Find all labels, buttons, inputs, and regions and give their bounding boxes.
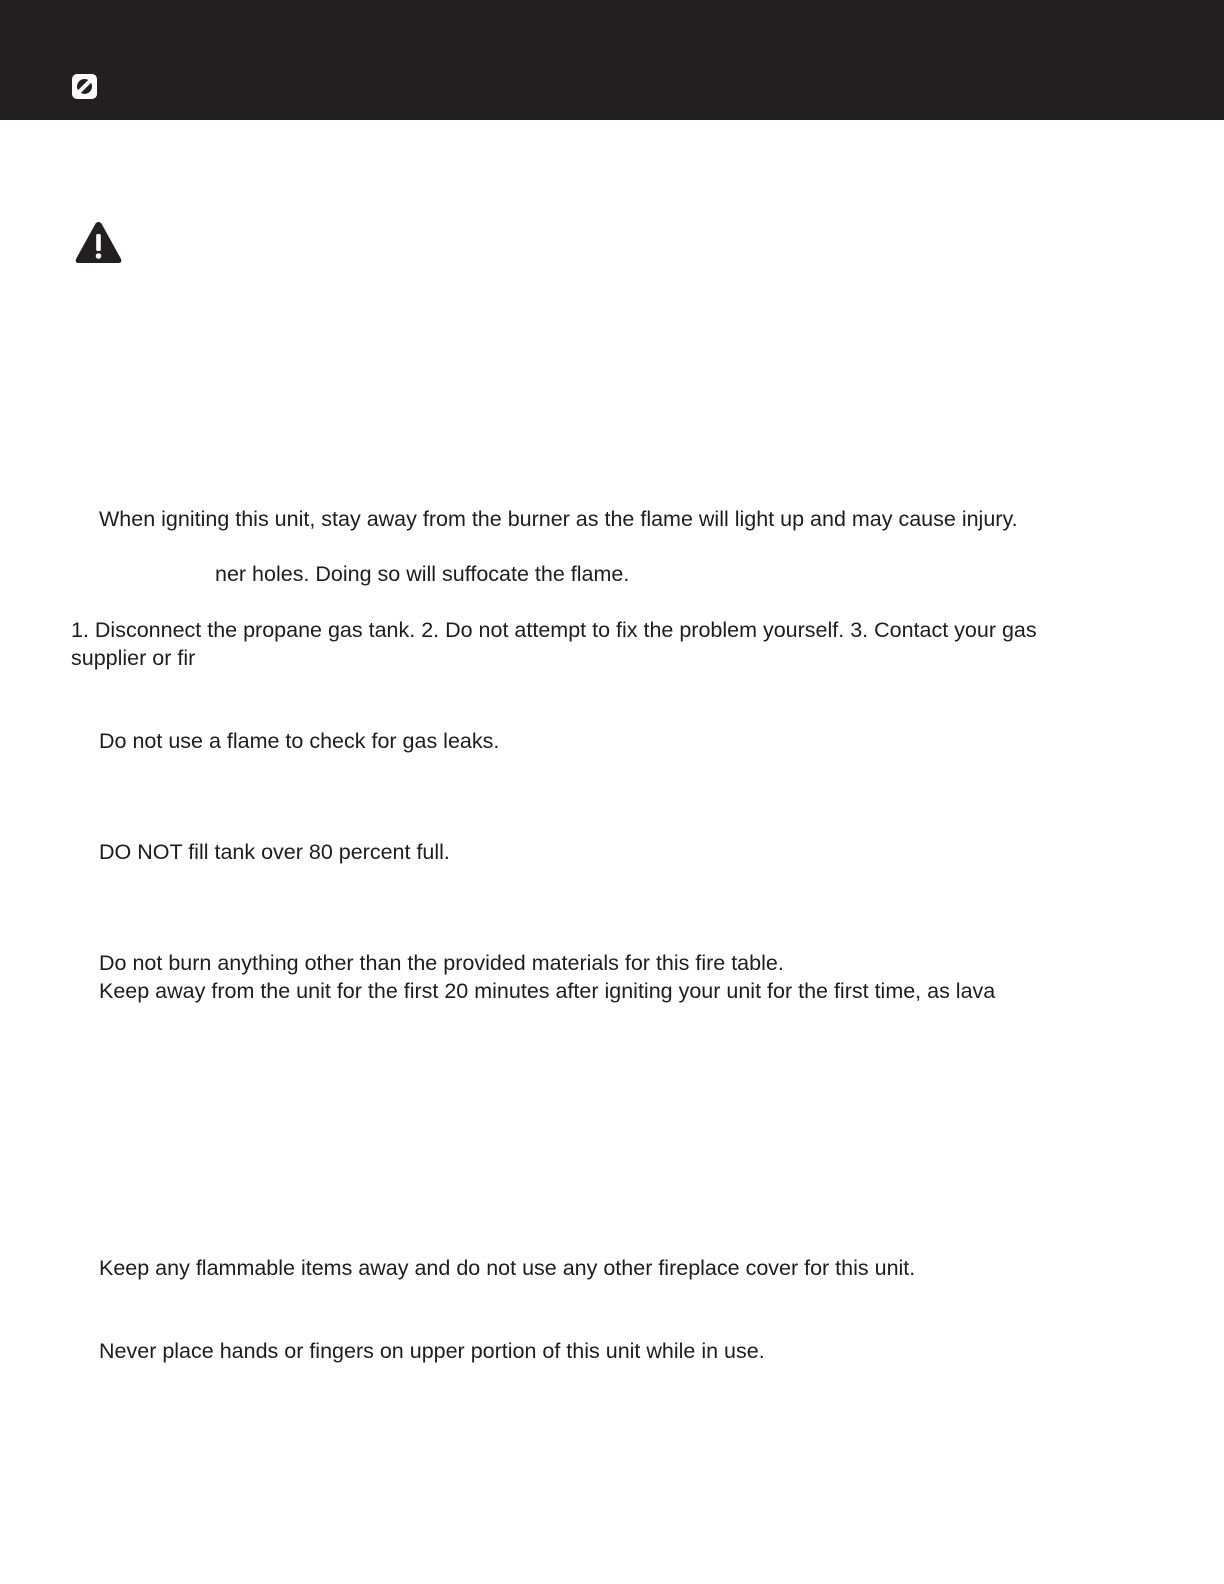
- warning-triangle-icon: [74, 220, 123, 265]
- burn-materials-text: Do not burn anything other than the provided materials for this fire table.: [99, 951, 784, 975]
- tank-fill-text: DO NOT fill tank over 80 percent full.: [99, 840, 450, 864]
- flammable-items-text: Keep any flammable items away and do not use any other fireplace cover for this unit.: [99, 1256, 916, 1280]
- brand-logo-icon: [72, 74, 97, 99]
- keep-away-text: Keep away from the unit for the first 20 minutes after igniting your unit for the first time, as lava: [99, 979, 996, 1003]
- igniting-warning-text: When igniting this unit, stay away from the burner as the flame will light up and may cause injury.: [99, 507, 1018, 531]
- leak-steps-text: 1. Disconnect the propane gas tank. 2. Do not attempt to fix the problem yourself. 3. Contact your gas: [71, 618, 1037, 642]
- header-bar: [0, 0, 1224, 120]
- supplier-text: supplier or fir: [71, 646, 196, 670]
- burner-holes-text: ner holes. Doing so will suffocate the flame.: [215, 562, 630, 586]
- flame-check-text: Do not use a flame to check for gas leaks.: [99, 729, 500, 753]
- hands-warning-text: Never place hands or fingers on upper portion of this unit while in use.: [99, 1339, 765, 1363]
